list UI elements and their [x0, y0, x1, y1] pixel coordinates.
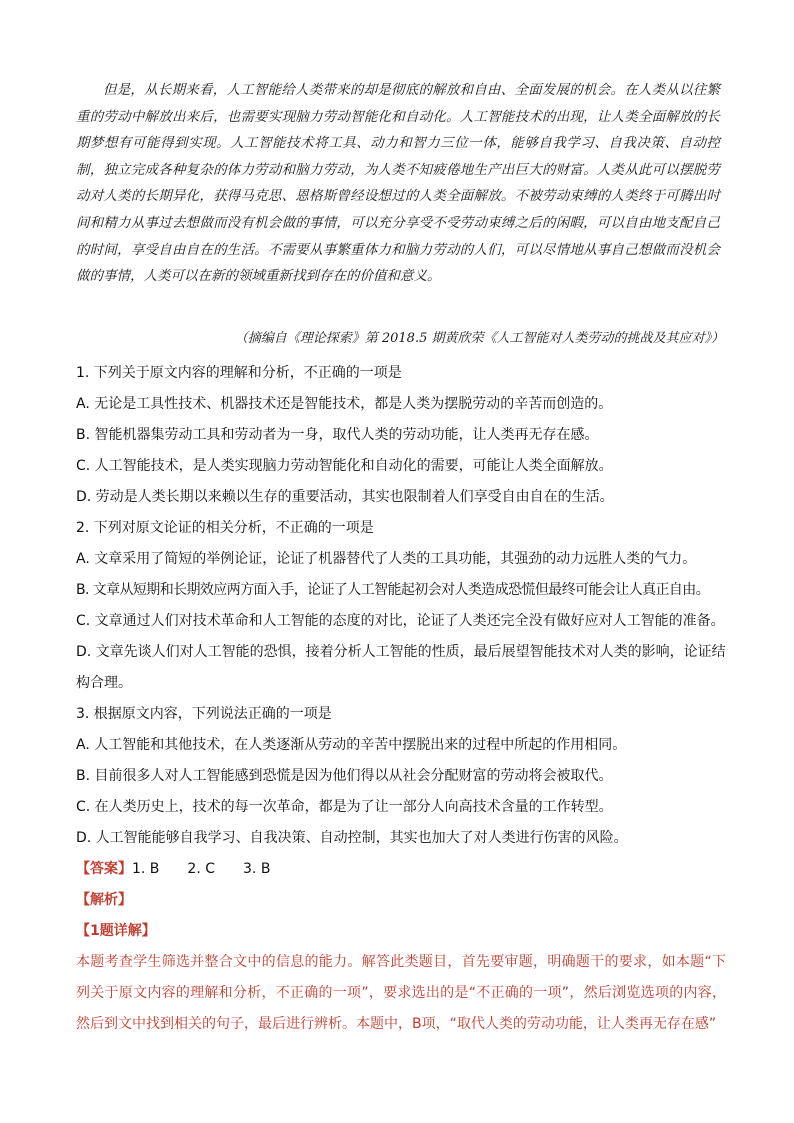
question-2-option-d: D. 文章先谈人们对人工智能的恐惧，接着分析人工智能的性质，最后展望智能技术对人类的影响，论证结构合理。	[76, 644, 726, 691]
question-2-stem: 2. 下列对原文论证的相关分析，不正确的一项是	[76, 520, 374, 536]
question-1-stem: 1. 下列关于原文内容的理解和分析，不正确的一项是	[76, 365, 402, 381]
answer-label: 【答案】	[76, 861, 132, 877]
question-3-option-a: A. 人工智能和其他技术，在人类逐渐从劳动的辛苦中摆脱出来的过程中所起的作用相同。	[76, 737, 627, 753]
question-2-option-b: B. 文章从短期和长期效应两方面入手，论证了人工智能起初会对人类造成恐慌但最终可能会让人真正自由。	[76, 582, 710, 598]
question-3-option-c: C. 在人类历史上，技术的每一次革命，都是为了让一部分人向高技术含量的工作转型。	[76, 799, 613, 815]
detail-label: 【1题详解】	[76, 923, 156, 939]
question-3-stem: 3. 根据原文内容，下列说法正确的一项是	[76, 706, 332, 722]
answer-values	[132, 861, 298, 877]
question-1-option-b: B. 智能机器集劳动工具和劳动者为一身，取代人类的劳动功能，让人类再无存在感。	[76, 427, 599, 443]
question-1-option-d: D. 劳动是人类长期以来赖以生存的重要活动，其实也限制着人们享受自由自在的生活。	[76, 489, 614, 505]
question-3-option-d: D. 人工智能能够自我学习、自我决策、自动控制，其实也加大了对人类进行伤害的风险。	[76, 830, 628, 846]
question-1-option-c: C. 人工智能技术，是人类实现脑力劳动智能化和自动化的需要，可能让人类全面解放。	[76, 458, 613, 474]
passage-paragraph: 但是，从长期来看，人工智能给人类带来的却是彻底的解放和自由、全面发展的机会。在人类从以往繁重的劳动中解放出来后，也需要实现脑力劳动智能化和自动化。人工智能技术的出现，让人类全面解放的长期梦想有可能得到实现。人工智能技术将工具、动力和智力三位一体，能够自我学习、自我决策、自动控制，独立完成各种复杂的体力劳动和脑力劳动，为人类不知疲倦地生产出巨大的财富。人类从此可以摆脱劳动对人类的长期异化，获得马克思、恩格斯曾经设想过的人类全面解放。不被劳动束缚的人类终于可腾出时间和精力从事过去想做而没有机会做的事情，可以充分享受不受劳动束缚之后的闲暇，可以自由地支配自己的时间，享受自由自在的生活。不需要从事繁重体力和脑力劳动的人们，可以尽情地从事自己想做而没机会做的事情，人类可以在新的领域重新找到存在的价值和意义。	[76, 82, 720, 285]
question-2-option-c: C. 文章通过人们对技术革命和人工智能的态度的对比，论证了人类还完全没有做好应对人工智能的准备。	[76, 613, 725, 629]
answer-value-1: 1. B	[132, 861, 160, 877]
question-3-option-b: B. 目前很多人对人工智能感到恐慌是因为他们得以从社会分配财富的劳动将会被取代。	[76, 768, 613, 784]
answer-value-2: 2. C	[187, 861, 216, 877]
question-2-option-a: A. 文章采用了简短的举例论证，论证了机器替代了人类的工具功能，其强劲的动力远胜人类的气力。	[76, 551, 697, 567]
answer-line	[76, 854, 726, 885]
explanation-text: 本题考查学生筛选并整合文中的信息的能力。解答此类题目，首先要审题，明确题干的要求，如本题“下列关于原文内容的理解和分析，不正确的一项”，要求选出的是“不正确的一项”，然后浏览选项的内容，然后到文中找到相关的句子，最后进行辨析。本题中，B项，“取代人类的劳动功能，让人类再无存在感”	[76, 954, 726, 1032]
analysis-label: 【解析】	[76, 892, 132, 908]
questions-section	[76, 358, 726, 1040]
answer-value-3: 3. B	[243, 861, 271, 877]
passage	[76, 77, 720, 290]
source-citation: （摘编自《理论探索》第 2018.5 期黄欣荣《人工智能对人类劳动的挑战及其应对》）	[234, 331, 724, 346]
question-1-option-a: A. 无论是工具性技术、机器技术还是智能技术，都是人类为摆脱劳动的辛苦而创造的。	[76, 396, 613, 412]
